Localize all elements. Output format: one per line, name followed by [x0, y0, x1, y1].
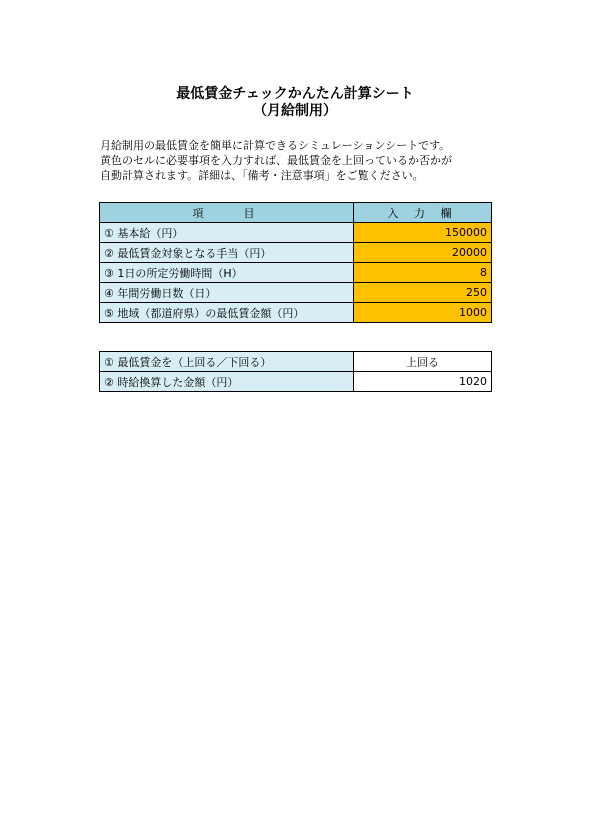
result-table	[99, 351, 492, 392]
intro-text	[100, 138, 500, 183]
table-row	[100, 243, 492, 263]
row-label-annual-days: ④ 年間労働日数（日）	[100, 283, 354, 303]
input-table	[99, 202, 492, 323]
row-label-daily-hours: ③ 1日の所定労働時間（H）	[100, 263, 354, 283]
table-row	[100, 263, 492, 283]
intro-line: 黄色のセルに必要事項を入力すれば、最低賃金を上回っているか否かが	[100, 154, 452, 167]
row-label-hourly-amount: ② 時給換算した金額（円）	[100, 372, 354, 392]
intro-line: 自動計算されます。詳細は、「備考・注意事項」をご覧ください。	[100, 169, 424, 182]
base-salary-input[interactable]: 150000	[354, 223, 492, 243]
row-label-allowance: ② 最低賃金対象となる手当（円）	[100, 243, 354, 263]
table-row	[100, 303, 492, 323]
header-input: 入 力 欄	[354, 203, 492, 223]
table-row	[100, 283, 492, 303]
table-row	[100, 223, 492, 243]
above-below-result: 上回る	[354, 352, 492, 372]
title-line-1: 最低賃金チェックかんたん計算シート	[176, 86, 414, 102]
intro-line: 月給制用の最低賃金を簡単に計算できるシミュレーションシートです。	[100, 139, 451, 152]
title-line-2: （月給制用）	[253, 103, 337, 119]
table-header-row	[100, 203, 492, 223]
allowance-input[interactable]: 20000	[354, 243, 492, 263]
daily-hours-input[interactable]: 8	[354, 263, 492, 283]
row-label-base-salary: ① 基本給（円）	[100, 223, 354, 243]
header-item: 項 目	[100, 203, 354, 223]
row-label-regional-minimum-wage: ⑤ 地域（都道府県）の最低賃金額（円）	[100, 303, 354, 323]
annual-days-input[interactable]: 250	[354, 283, 492, 303]
row-label-above-below: ① 最低賃金を（上回る／下回る）	[100, 352, 354, 372]
page-title	[0, 86, 590, 120]
table-row	[100, 372, 492, 392]
table-row	[100, 352, 492, 372]
hourly-amount-result: 1020	[354, 372, 492, 392]
regional-minimum-wage-input[interactable]: 1000	[354, 303, 492, 323]
